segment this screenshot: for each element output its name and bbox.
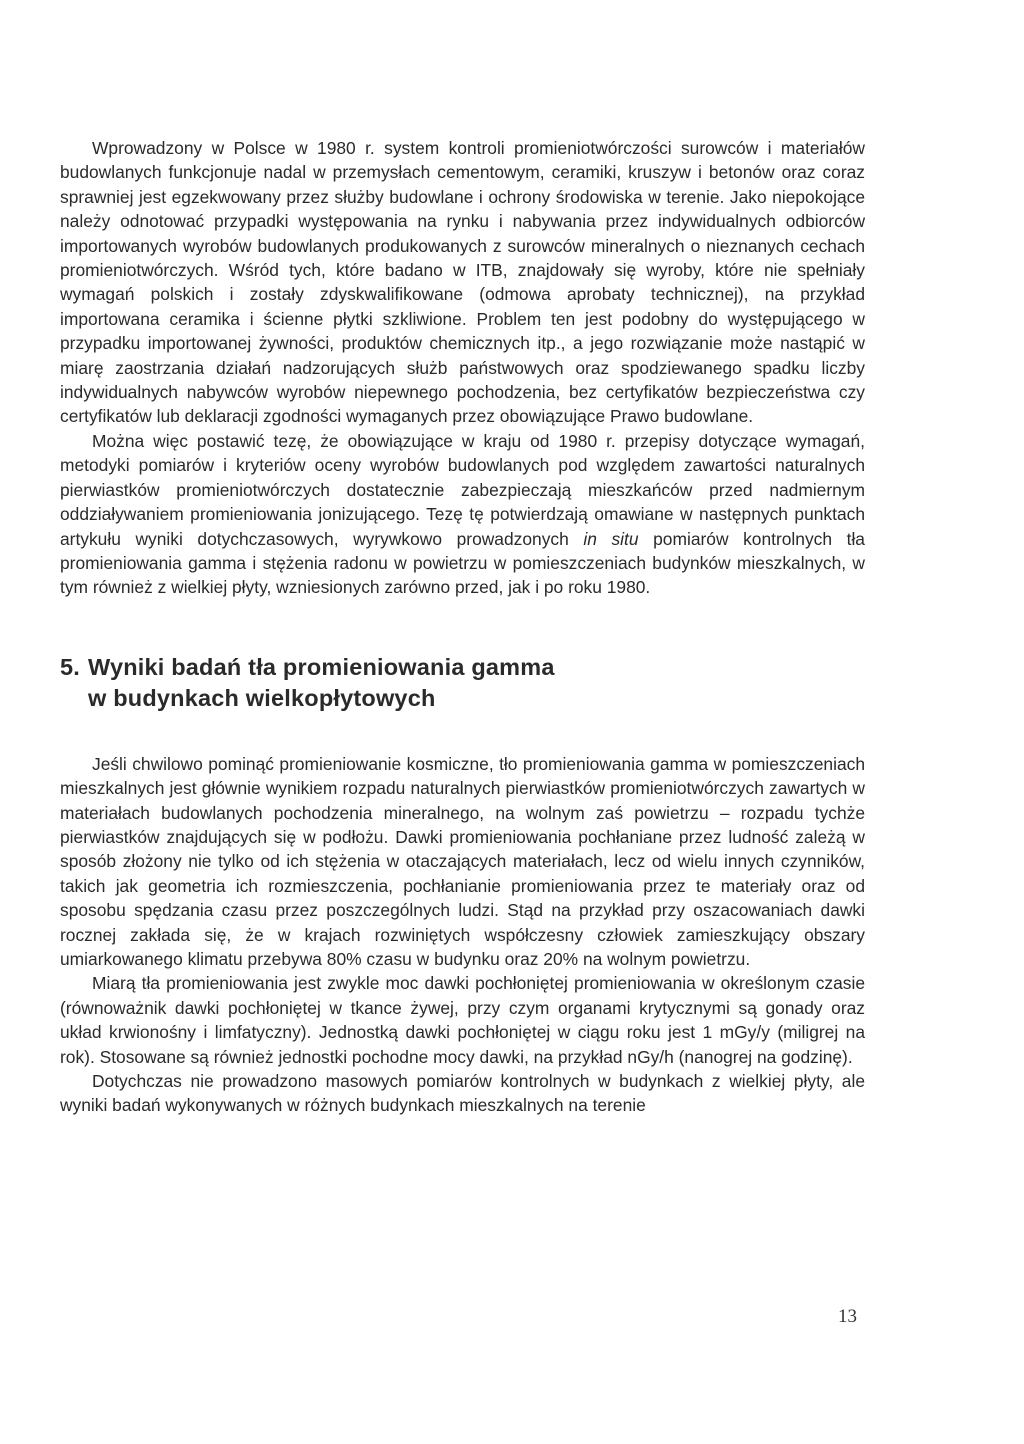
italic-term: in situ (583, 528, 639, 549)
section-heading (60, 652, 865, 714)
section-title-line-2: w budynkach wielkopłytowych (88, 684, 436, 711)
paragraph-import-control (60, 136, 865, 429)
section-number: 5. (60, 653, 80, 680)
paragraph-thesis (60, 429, 865, 600)
paragraph-text: Dotychczas nie prowadzono masowych pomiarów kontrolnych w budynkach z wielkiej płyty, ale wyniki badań wykonywanych w różnych budynkach mieszkalnych na terenie (60, 1071, 865, 1116)
page-number: 13 (838, 1306, 857, 1327)
paragraph-text: pomiarów kontrolnych tła promieniowania gamma i stężenia radonu w powietrzu w pomieszczeniach budynków mieszkalnych, w tym również z wielkiej płyty, wzniesionych zarówno przed, jak i po roku 1980. (60, 528, 865, 598)
document-page (60, 136, 865, 1118)
paragraph-text: Miarą tła promieniowania jest zwykle moc dawki pochłoniętej promieniowania w określonym czasie (równoważnik dawki pochłoniętej w tkance żywej, przy czym organami krytycznymi są gonady oraz układ krwionośny i limfatyczny). Jednostką dawki pochłoniętej w ciągu roku jest 1 mGy/y (miligrej na rok). Stosowane są również jednostki pochodne mocy dawki, na przykład nGy/h (nanogrej na godzinę). (60, 973, 865, 1067)
paragraph-measurements (60, 1069, 865, 1118)
paragraph-text: Wprowadzony w Polsce w 1980 r. system kontroli promieniotwórczości surowców i materiałów budowlanych funkcjonuje nadal w przemysłach cementowym, ceramiki, kruszyw i betonów oraz coraz sprawniej jest egzekwowany przez służby budowlane i ochrony środowiska w terenie. Jako niepokojące należy odnotować przypadki występowania na rynku i nabywania przez indywidualnych odbiorców importowanych wyrobów budowlanych produkowanych z surowców mineralnych o nieznanych cechach promieniotwórczych. Wśród tych, które badano w ITB, znajdowały się wyroby, które nie spełniały wymagań polskich i zostały zdyskwalifikowane (odmowa aprobaty technicznej), na przykład importowana ceramika i ścienne płytki szkliwione. Problem ten jest podobny do występującego w przypadku importowanej żywności, produktów chemicznych itp., a jego rozwiązanie może nastąpić w miarę zaostrzania działań nadzorujących służb państwowych oraz spodziewanego spadku liczby indywidualnych nabywców wyrobów niepewnego pochodzenia, bez certyfikatów bezpieczeństwa czy certyfikatów lub deklaracji zgodności wymaganych przez obowiązujące Prawo budowlane. (60, 138, 865, 427)
section-title-line-1: Wyniki badań tła promieniowania gamma (88, 653, 555, 680)
section-title (88, 652, 555, 714)
paragraph-text: Można więc postawić tezę, że obowiązujące w kraju od 1980 r. przepisy dotyczące wymagań, metodyki pomiarów i kryteriów oceny wyrobów budowlanych pod względem zawartości naturalnych pierwiastków promieniotwórczych dostatecznie zabezpieczają mieszkańców przed nadmiernym oddziaływaniem promieniowania jonizującego. Tezę tę potwierdzają omawiane w następnych punktach artykułu wyniki dotychczasowych, wyrywkowo prowadzonych (60, 430, 865, 549)
paragraph-gamma-background (60, 752, 865, 972)
paragraph-text: Jeśli chwilowo pominąć promieniowanie kosmiczne, tło promieniowania gamma w pomieszczeniach mieszkalnych jest głównie wynikiem rozpadu naturalnych pierwiastków promieniotwórczych zawartych w materiałach budowlanych pochodzenia mineralnego, na wolnym zaś powietrzu – rozpadu tychże pierwiastków znajdujących się w podłożu. Dawki promieniowania pochłaniane przez ludność zależą w sposób złożony nie tylko od ich stężenia w otaczających materiałach, lecz od wielu innych czynników, takich jak geometria ich rozmieszczenia, pochłanianie promieniowania przez te materiały oraz od sposobu spędzania czasu przez poszczególnych ludzi. Stąd na przykład przy oszacowaniach dawki rocznej zakłada się, że w krajach rozwiniętych współczesny człowiek zamieszkujący obszary umiarkowanego klimatu przebywa 80% czasu w budynku oraz 20% na wolnym powietrzu. (60, 753, 865, 969)
paragraph-dose-measure (60, 971, 865, 1069)
